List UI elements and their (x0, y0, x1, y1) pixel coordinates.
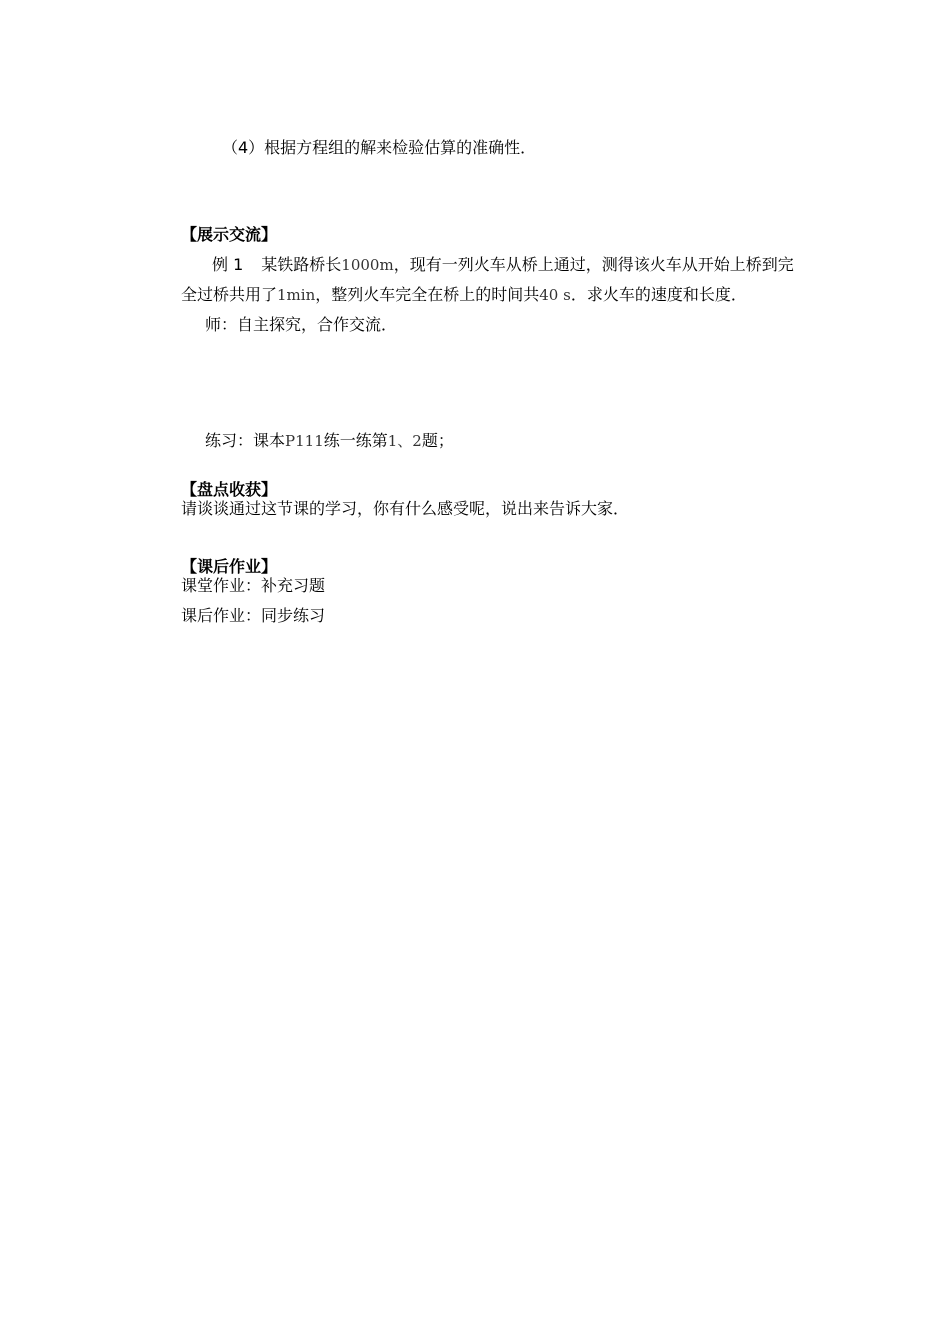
practice-text: 练习：课本 (205, 431, 286, 450)
homework-heading: 【课后作业】 (181, 557, 278, 576)
example-label: 例 1 (212, 255, 244, 274)
practice-text: 题； (421, 431, 454, 450)
example-text: ．求火车的速度和长度． (570, 285, 747, 304)
class-work-text: 课堂作业：补充习题 (181, 576, 326, 595)
summary-heading: 【盘点收获】 (181, 480, 278, 499)
page-ref: P111 (285, 432, 324, 450)
practice-line (205, 430, 454, 452)
example-text: 某铁路桥长 (261, 255, 342, 274)
after-work-text: 课后作业：同步练习 (181, 606, 326, 625)
on-bridge-time: 40 s (539, 286, 571, 304)
example-1-line-2 (181, 284, 747, 306)
summary-text: 请谈谈通过这节课的学习，你有什么感受呢，说出来告诉大家． (181, 499, 630, 518)
example-1-line-1 (212, 254, 794, 276)
total-time: 1min (277, 286, 316, 304)
step-4-text: （4）根据方程组的解来检验估算的准确性． (222, 138, 537, 157)
teacher-note: 师：自主探究，合作交流． (205, 315, 398, 334)
example-text: ，整列火车完全在桥上的时间共 (315, 285, 540, 304)
practice-text: 练一练第 (323, 431, 388, 450)
example-text: 全过桥共用了 (181, 285, 278, 304)
example-text: ，现有一列火车从桥上通过，测得该火车从开始上桥到完 (393, 255, 794, 274)
exchange-heading: 【展示交流】 (181, 225, 278, 244)
exercise-numbers: 1、2 (387, 432, 422, 450)
bridge-length: 1000m (341, 256, 394, 274)
